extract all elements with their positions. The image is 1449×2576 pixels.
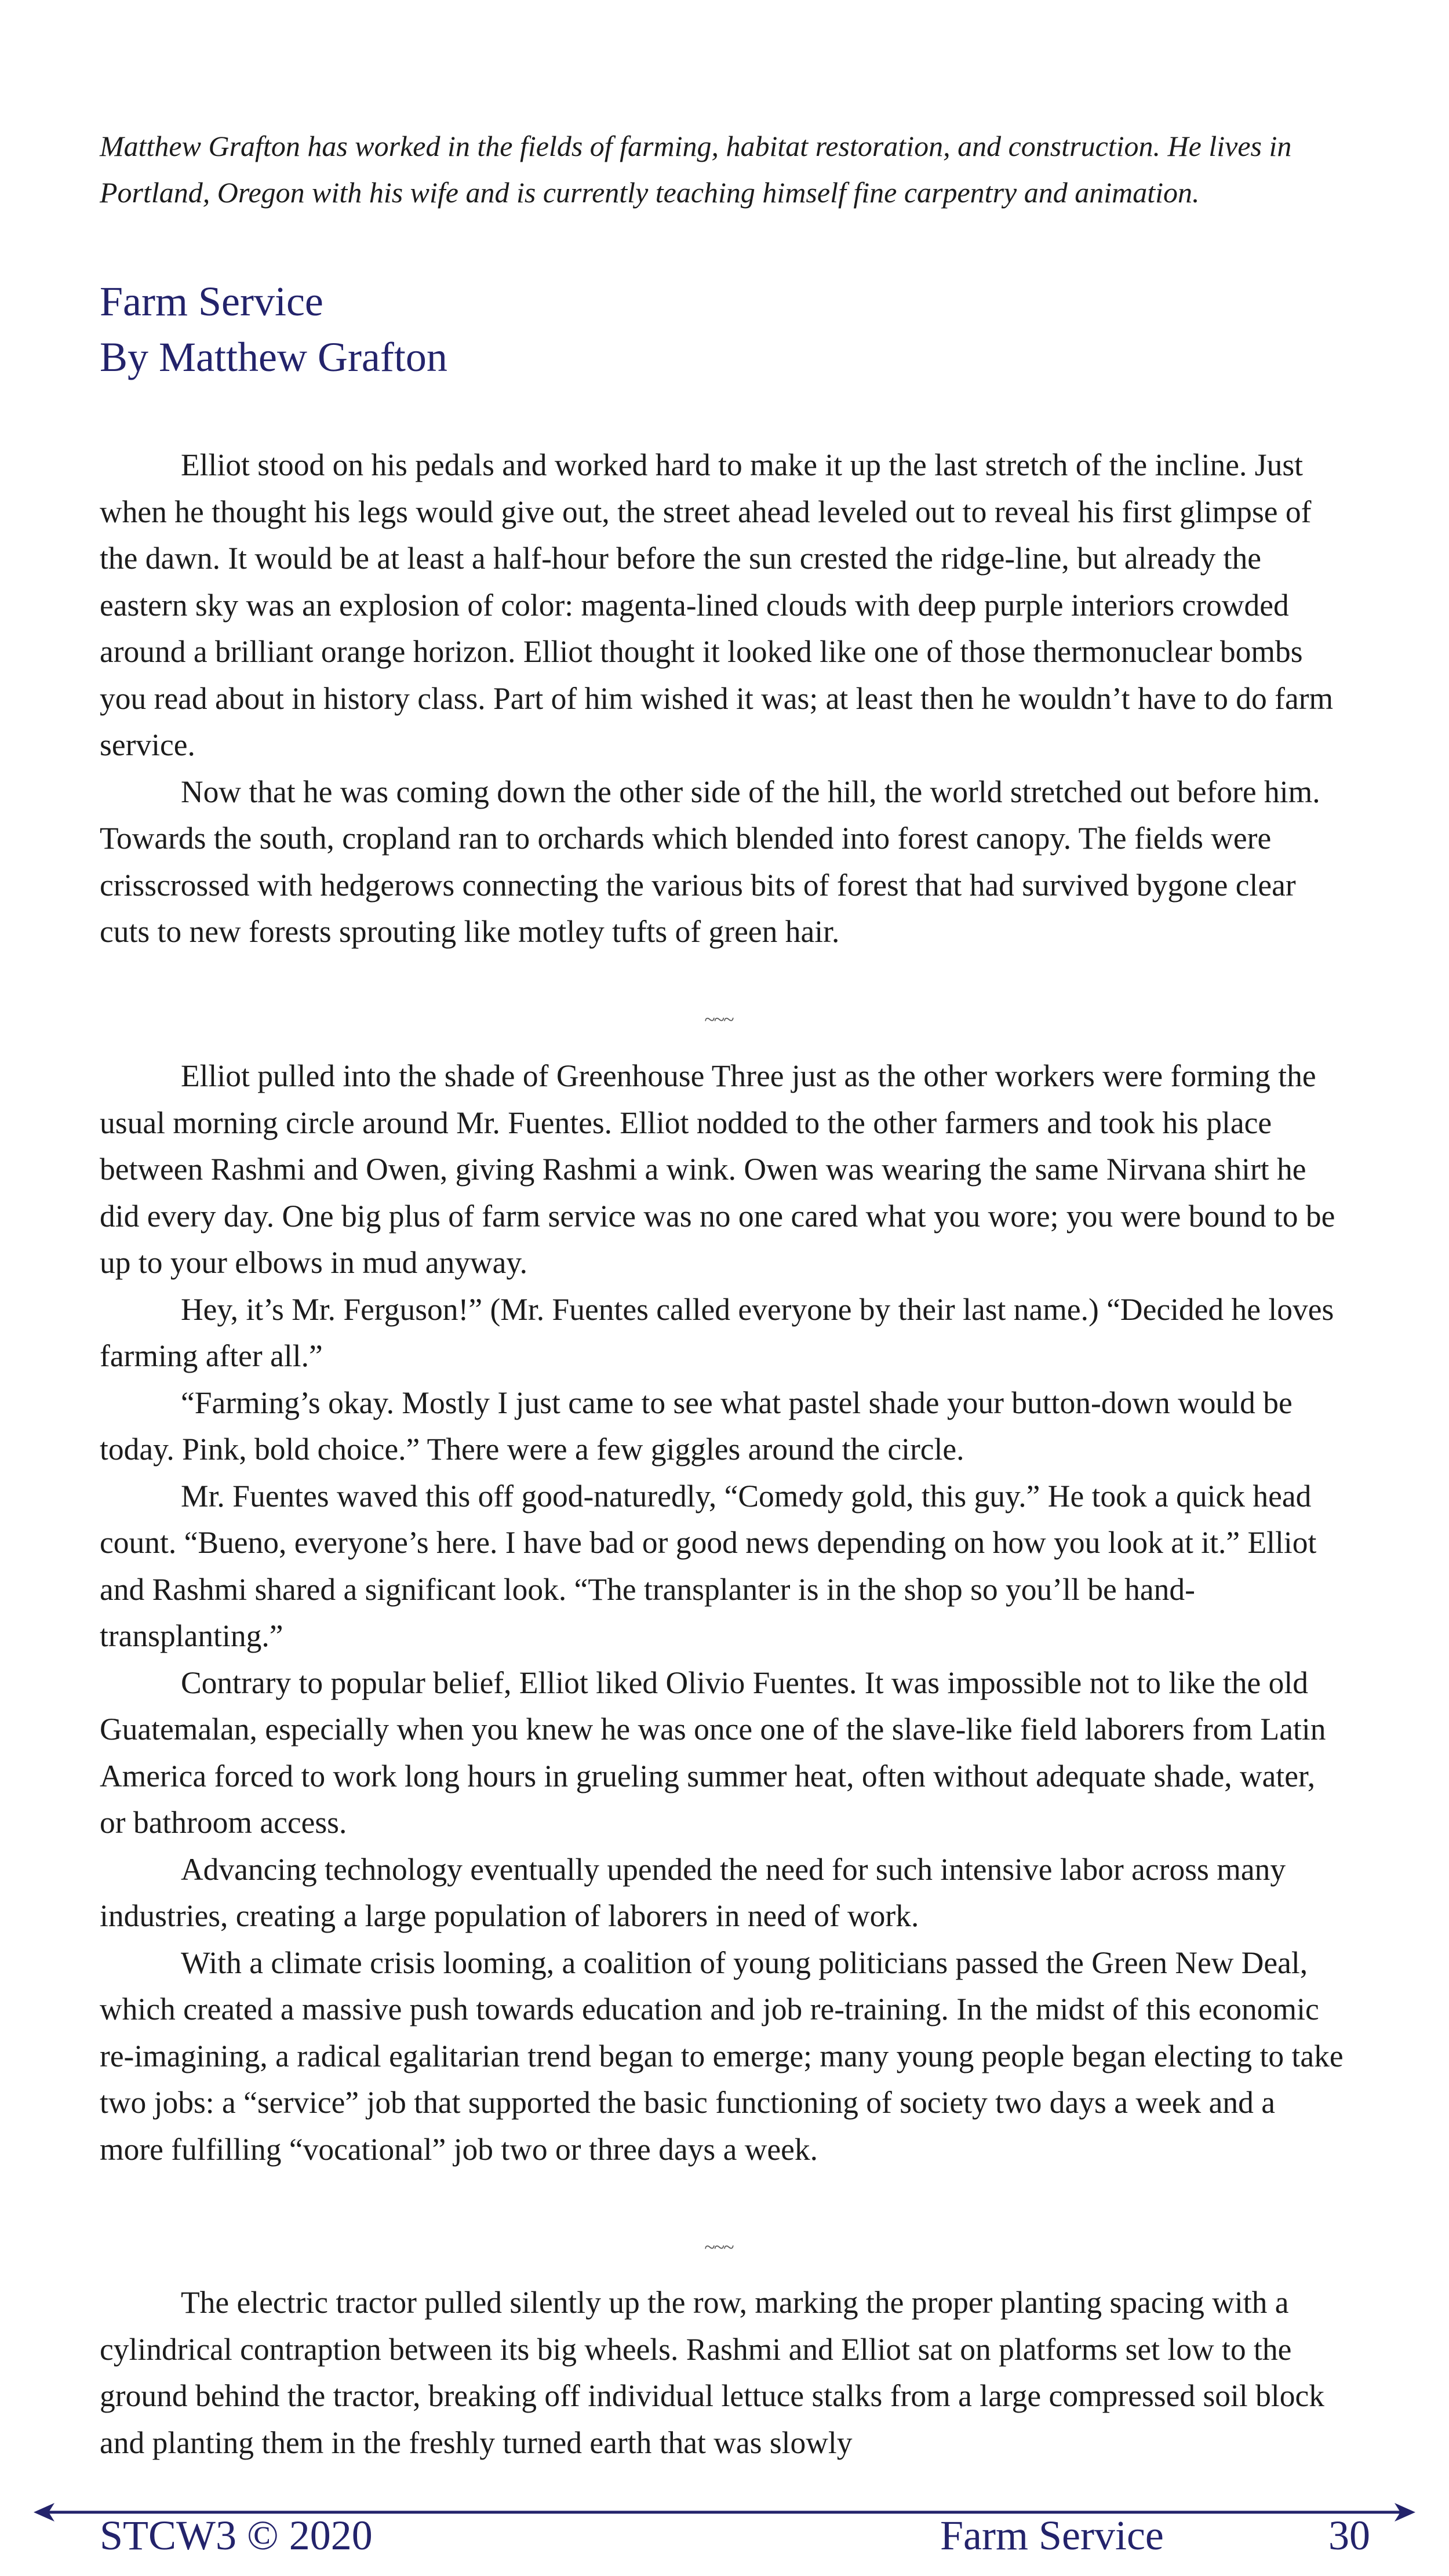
paragraph: With a climate crisis looming, a coalition of young politicians passed the Green New Deal, which created a massive push towards education and job re-training. In the midst of this economic re-imagining, a radical egalitarian trend began to emerge; many young people began electing to take two jobs: a “service” job that supported the basic functioning of society two days a week and a more fulfilling “vocational” job two or three days a week. — [100, 1945, 1344, 2167]
story-section-3 — [100, 2279, 1346, 2466]
section-divider: ~~~ — [704, 1009, 733, 1031]
paragraph: Advancing technology eventually upended the need for such intensive labor across many industries, creating a large population of laborers in need of work. — [100, 1851, 1286, 1933]
paragraph: Hey, it’s Mr. Ferguson!” (Mr. Fuentes called everyone by their last name.) “Decided he loves farming after all.” — [100, 1291, 1334, 1373]
paragraph: Contrary to popular belief, Elliot liked Olivio Fuentes. It was impossible not to like the old Guatemalan, especially when you knew he was once one of the slave-like field laborers from Latin America forced to work long hours in grueling summer heat, often without adequate shade, water, or bathroom access. — [100, 1665, 1326, 1840]
paragraph: Now that he was coming down the other side of the hill, the world stretched out before him. Towards the south, cropland ran to orchards which blended into forest canopy. The fields were crisscrossed with hedgerows connecting the various bits of forest that had survived bygone clear cuts to new forests sprouting like motley tufts of green hair. — [100, 774, 1320, 949]
paragraph: Elliot stood on his pedals and worked hard to make it up the last stretch of the incline. Just when he thought his legs would give out, the street ahead leveled out to reveal his first glimpse of the dawn. It would be at least a half-hour before the sun crested the ridge-line, but already the eastern sky was an explosion of color: magenta-lined clouds with deep purple interiors crowded around a brilliant orange horizon. Elliot thought it looked like one of those thermonuclear bombs you read about in history class. Part of him wished it was; at least then he wouldn’t have to do farm service. — [100, 447, 1334, 762]
author-bio: Matthew Grafton has worked in the fields of farming, habitat restoration, and construction. He lives in Portland, Oregon with his wife and is currently teaching himself fine carpentry and animation. — [100, 130, 1292, 209]
footer-running-title: Farm Service — [940, 2512, 1164, 2559]
paragraph: Mr. Fuentes waved this off good-naturedly, “Comedy gold, this guy.” He took a quick head count. “Bueno, everyone’s here. I have bad or good news depending on how you look at it.” Elliot and Rashmi shared a significant look. “The transplanter is in the shop so you’ll be hand-transplanting.” — [100, 1478, 1317, 1653]
paragraph: Elliot pulled into the shade of Greenhouse Three just as the other workers were forming the usual morning circle around Mr. Fuentes. Elliot nodded to the other farmers and took his place between Rashmi and Owen, giving Rashmi a wink. Owen was wearing the same Nirvana shirt he did every day. One big plus of farm service was no one cared what you wore; you were bound to be up to your elbows in mud anyway. — [100, 1058, 1335, 1280]
story-byline: By Matthew Grafton — [100, 334, 447, 380]
section-divider: ~~~ — [704, 2237, 733, 2258]
story-section-2 — [100, 1053, 1346, 2173]
footer-copyright: STCW3 © 2020 — [100, 2512, 373, 2559]
story-heading — [100, 274, 447, 385]
story-section-1 — [100, 442, 1346, 955]
paragraph: The electric tractor pulled silently up the row, marking the proper planting spacing with a cylindrical contraption between its big wheels. Rashmi and Elliot sat on platforms set low to the ground behind the tractor, breaking off individual lettuce stalks from a large compressed soil block and planting them in the freshly turned earth that was slowly — [100, 2285, 1325, 2460]
paragraph: “Farming’s okay. Mostly I just came to see what pastel shade your button-down would be today. Pink, bold choice.” There were a few giggles around the circle. — [100, 1385, 1293, 1467]
page-number: 30 — [1328, 2512, 1370, 2559]
story-title: Farm Service — [100, 278, 323, 325]
